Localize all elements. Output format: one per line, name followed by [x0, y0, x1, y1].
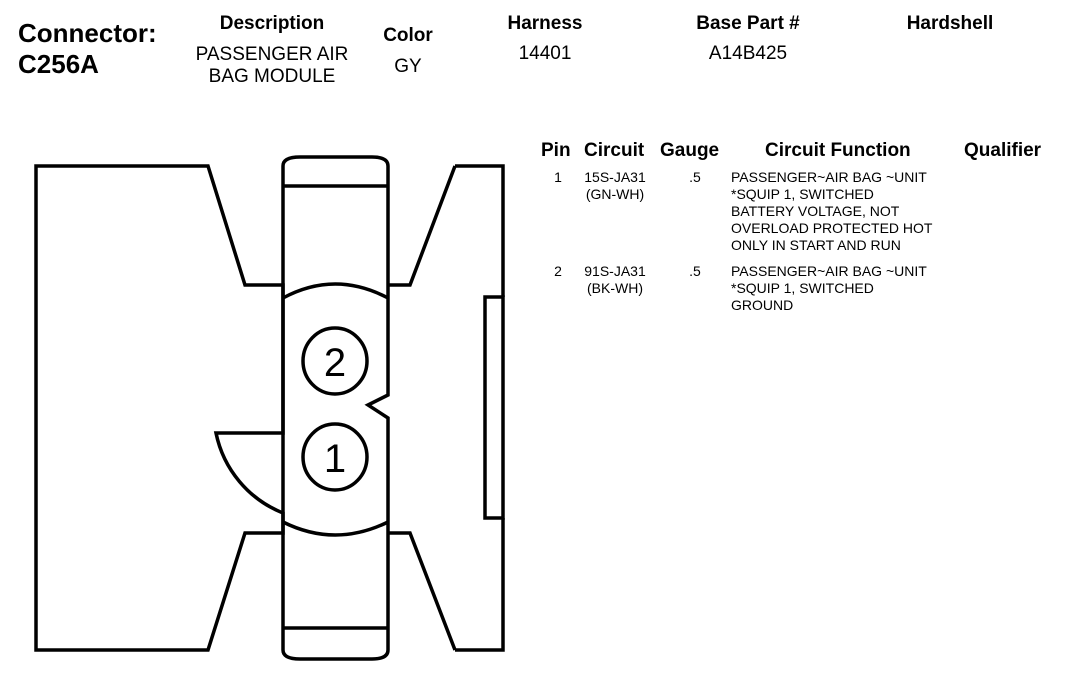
description-value: PASSENGER AIR BAG MODULE: [195, 44, 349, 87]
color-header: Color: [383, 25, 433, 46]
row-circuit: 15S-JA31 (GN-WH): [584, 169, 646, 202]
connector-label: Connector:: [18, 18, 157, 48]
col-pin-header: Pin: [541, 140, 571, 161]
connector-center-column: [283, 166, 388, 650]
row-function: PASSENGER~AIR BAG ~UNIT *SQUIP 1, SWITCHED BATTERY VOLTAGE, NOT OVERLOAD PROTECTED HOT ONLY IN START AND RUN: [731, 169, 933, 253]
column-upper-arc: [283, 284, 388, 298]
column-bottom-cap: [283, 628, 388, 659]
col-function-header: Circuit Function: [765, 140, 911, 161]
row-function: PASSENGER~AIR BAG ~UNIT *SQUIP 1, SWITCHED GROUND: [731, 263, 927, 313]
hardshell-header: Hardshell: [906, 13, 994, 34]
col-gauge-header: Gauge: [660, 140, 720, 161]
row-gauge: .5: [689, 169, 701, 185]
base-part-header: Base Part #: [696, 13, 800, 34]
row-pin: 2: [554, 263, 562, 279]
col-qualifier-header: Qualifier: [964, 140, 1042, 161]
description-header: Description: [219, 13, 325, 34]
upper-lock-arm: [388, 166, 455, 285]
row-circuit: 91S-JA31 (BK-WH): [584, 263, 646, 296]
lower-lock-arm: [388, 533, 455, 650]
connector-outline: [36, 166, 283, 650]
harness-value: 14401: [518, 43, 572, 64]
base-part-value: A14B425: [708, 43, 788, 64]
latch-tab: [485, 297, 503, 518]
connector-id: C256A: [18, 49, 99, 79]
pin-2-label: 2: [323, 341, 347, 385]
column-top-cap: [283, 157, 388, 186]
color-value: GY: [394, 56, 422, 77]
right-housing: [455, 166, 503, 650]
pin-1-label: 1: [323, 437, 347, 481]
col-circuit-header: Circuit: [584, 140, 645, 161]
row-gauge: .5: [689, 263, 701, 279]
row-pin: 1: [554, 169, 562, 185]
column-lower-arc: [283, 522, 388, 535]
harness-header: Harness: [507, 13, 583, 34]
